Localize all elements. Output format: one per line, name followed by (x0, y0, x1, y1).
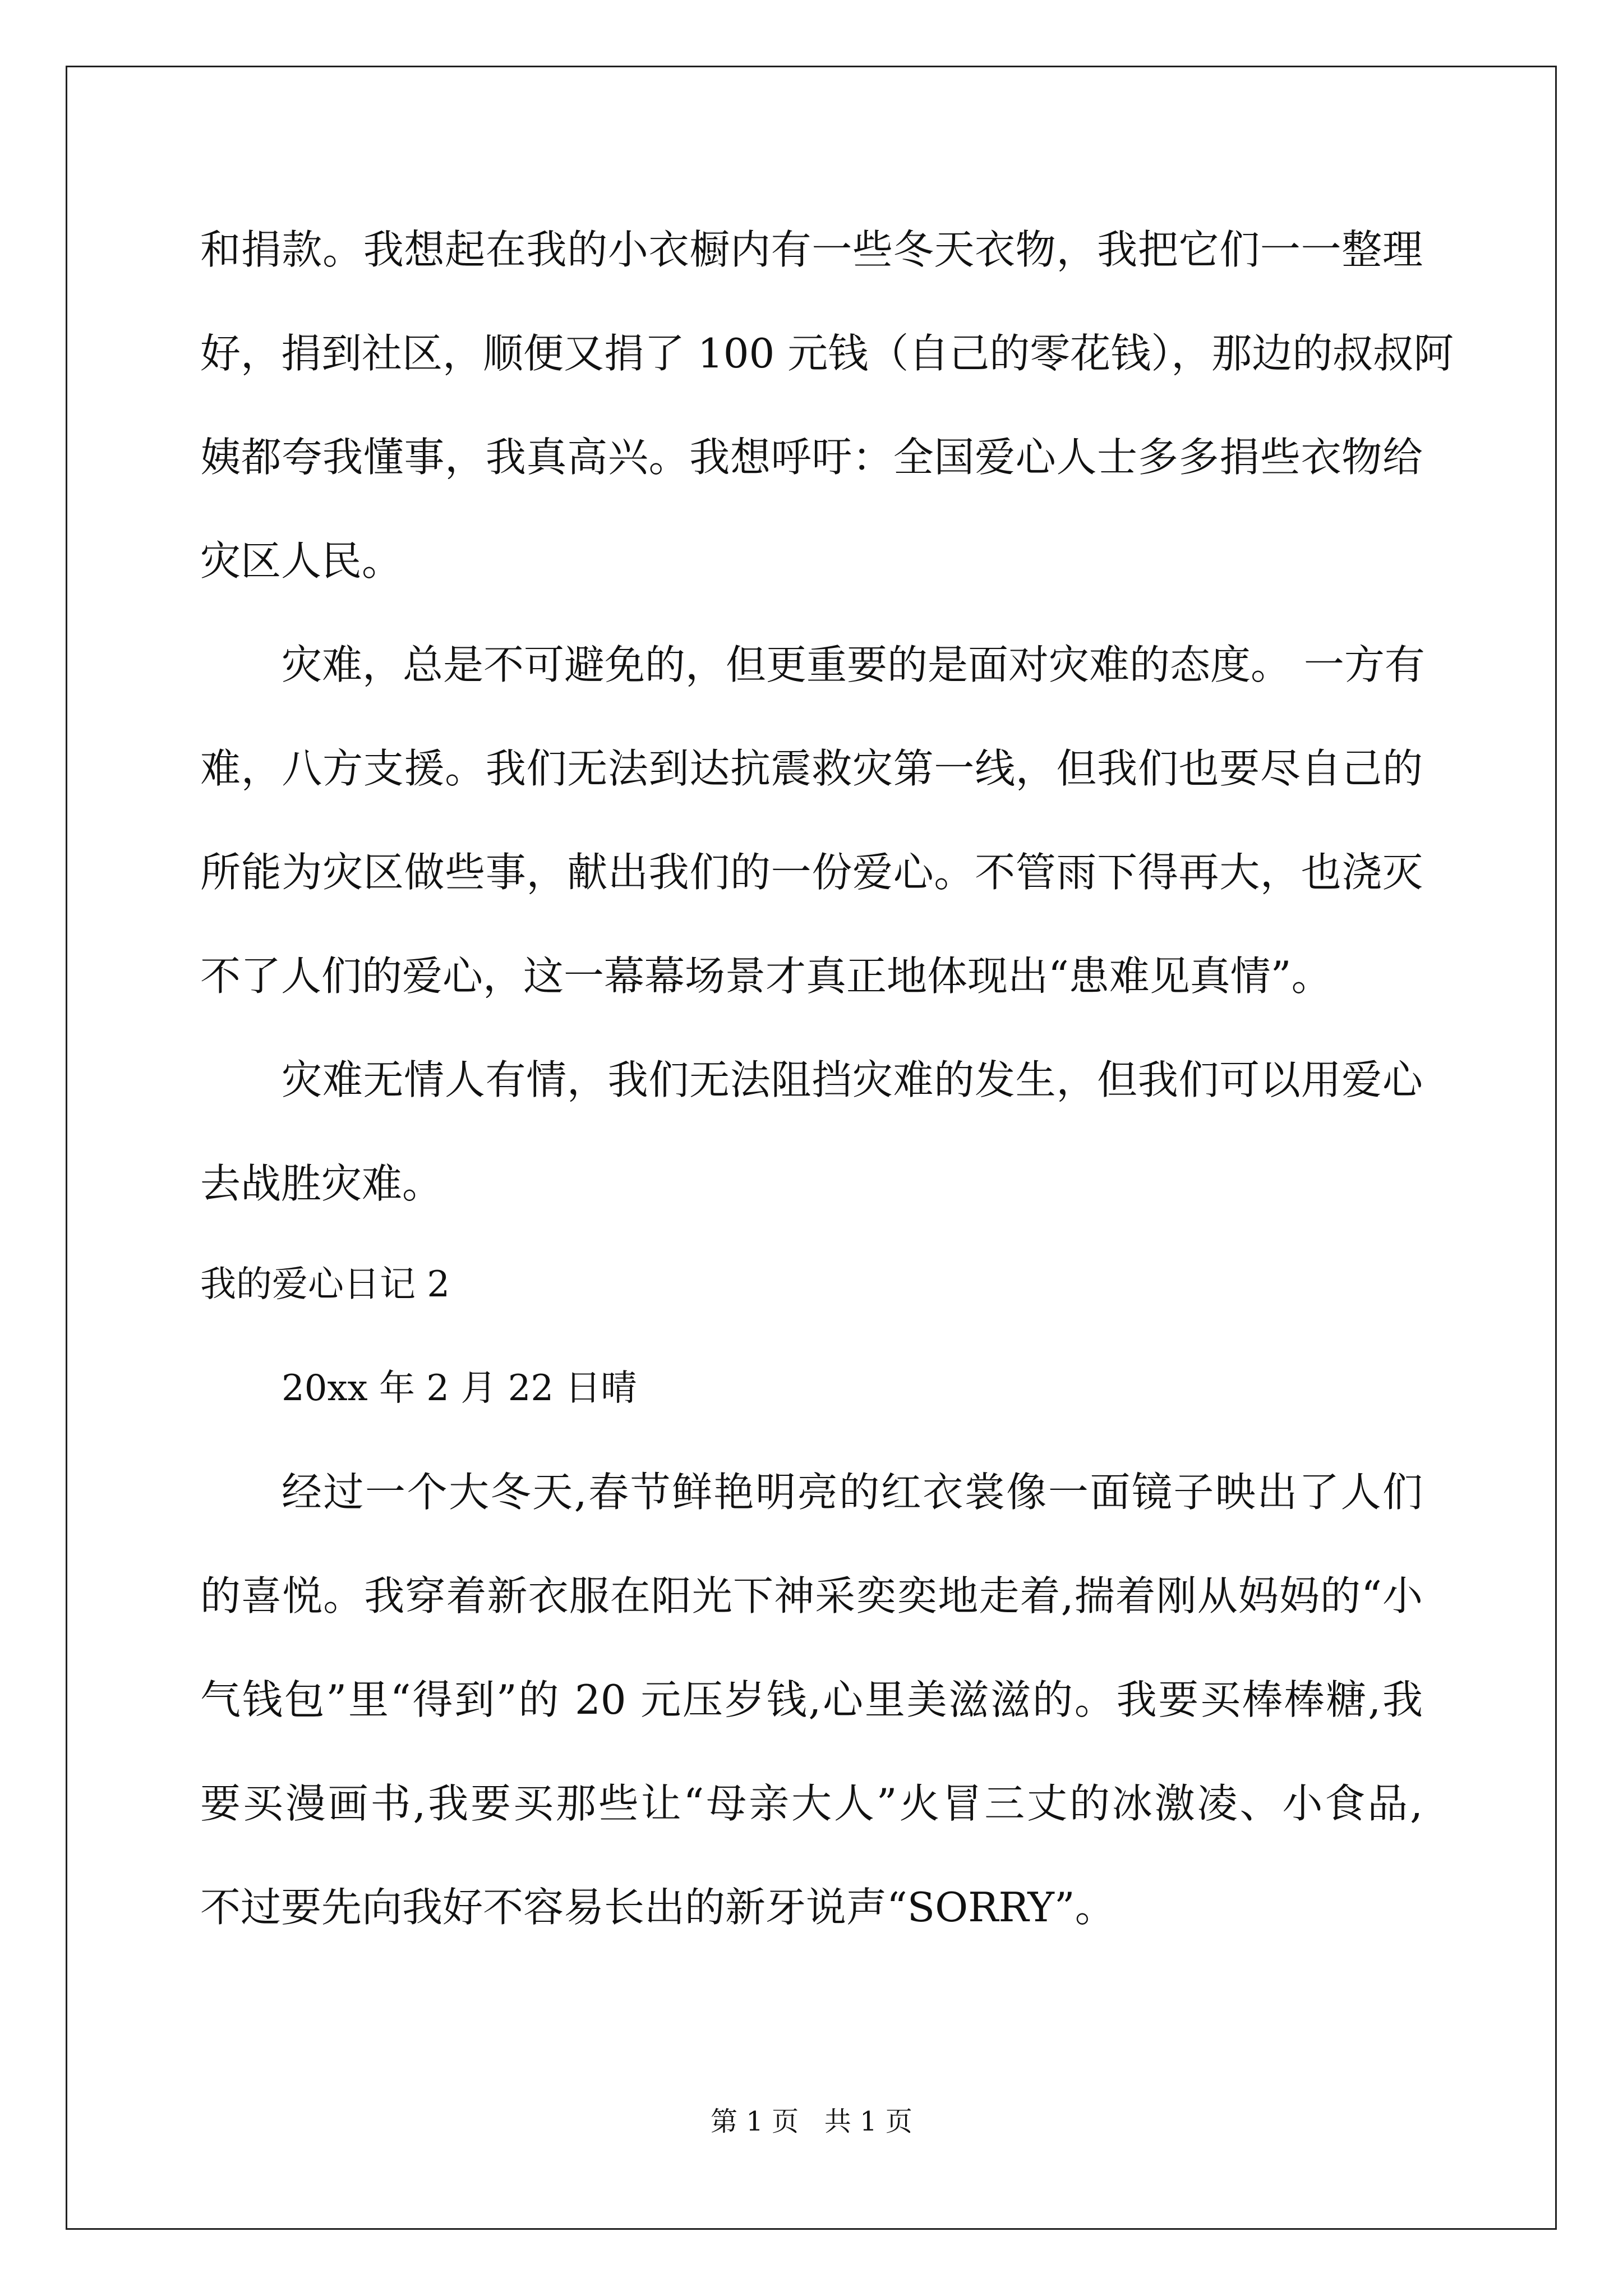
section-heading: 我的爱心日记 2 (200, 1264, 450, 1305)
paragraph-line: 不了人们的爱心，这一幕幕场景才真正地体现出“患难见真情”。 (200, 953, 1332, 1000)
paragraph-line: 经过一个大冬天,春节鲜艳明亮的红衣裳像一面镜子映出了人们 (282, 1469, 1423, 1516)
paragraph-line: 要买漫画书,我要买那些让“母亲大人”火冒三丈的冰激凌、小食品, (200, 1780, 1423, 1827)
paragraph-line: 灾区人民。 (200, 537, 403, 585)
page-footer: 第 1 页 共 1 页 (711, 2106, 912, 2137)
paragraph-line: 和捐款。我想起在我的小衣橱内有一些冬天衣物，我把它们一一整理 (200, 226, 1423, 273)
paragraph-line: 灾难，总是不可避免的，但更重要的是面对灾难的态度。 一方有 (282, 641, 1425, 688)
paragraph-line: 不过要先向我好不容易长出的新牙说声“SORRY”。 (200, 1884, 1115, 1931)
paragraph-line: 所能为灾区做些事，献出我们的一份爱心。不管雨下得再大，也浇灭 (200, 849, 1423, 896)
paragraph-line: 去战胜灾难。 (200, 1160, 443, 1207)
paragraph-line: 灾难无情人有情，我们无法阻挡灾难的发生，但我们可以用爱心 (282, 1056, 1423, 1103)
paragraph-line: 姨都夸我懂事，我真高兴。我想呼吁：全国爱心人士多多捐些衣物给 (200, 434, 1423, 481)
paragraph-line: 好，捐到社区，顺便又捐了 100 元钱（自己的零花钱），那边的叔叔阿 (200, 330, 1454, 377)
paragraph-line: 的喜悦。我穿着新衣服在阳光下神采奕奕地走着,揣着刚从妈妈的“小 (200, 1572, 1423, 1619)
paragraph-line: 气钱包”里“得到”的 20 元压岁钱,心里美滋滋的。我要买棒棒糖,我 (200, 1676, 1423, 1723)
date-line: 20xx 年 2 月 22 日晴 (282, 1368, 637, 1409)
paragraph-line: 难，八方支援。我们无法到达抗震救灾第一线，但我们也要尽自己的 (200, 745, 1423, 792)
